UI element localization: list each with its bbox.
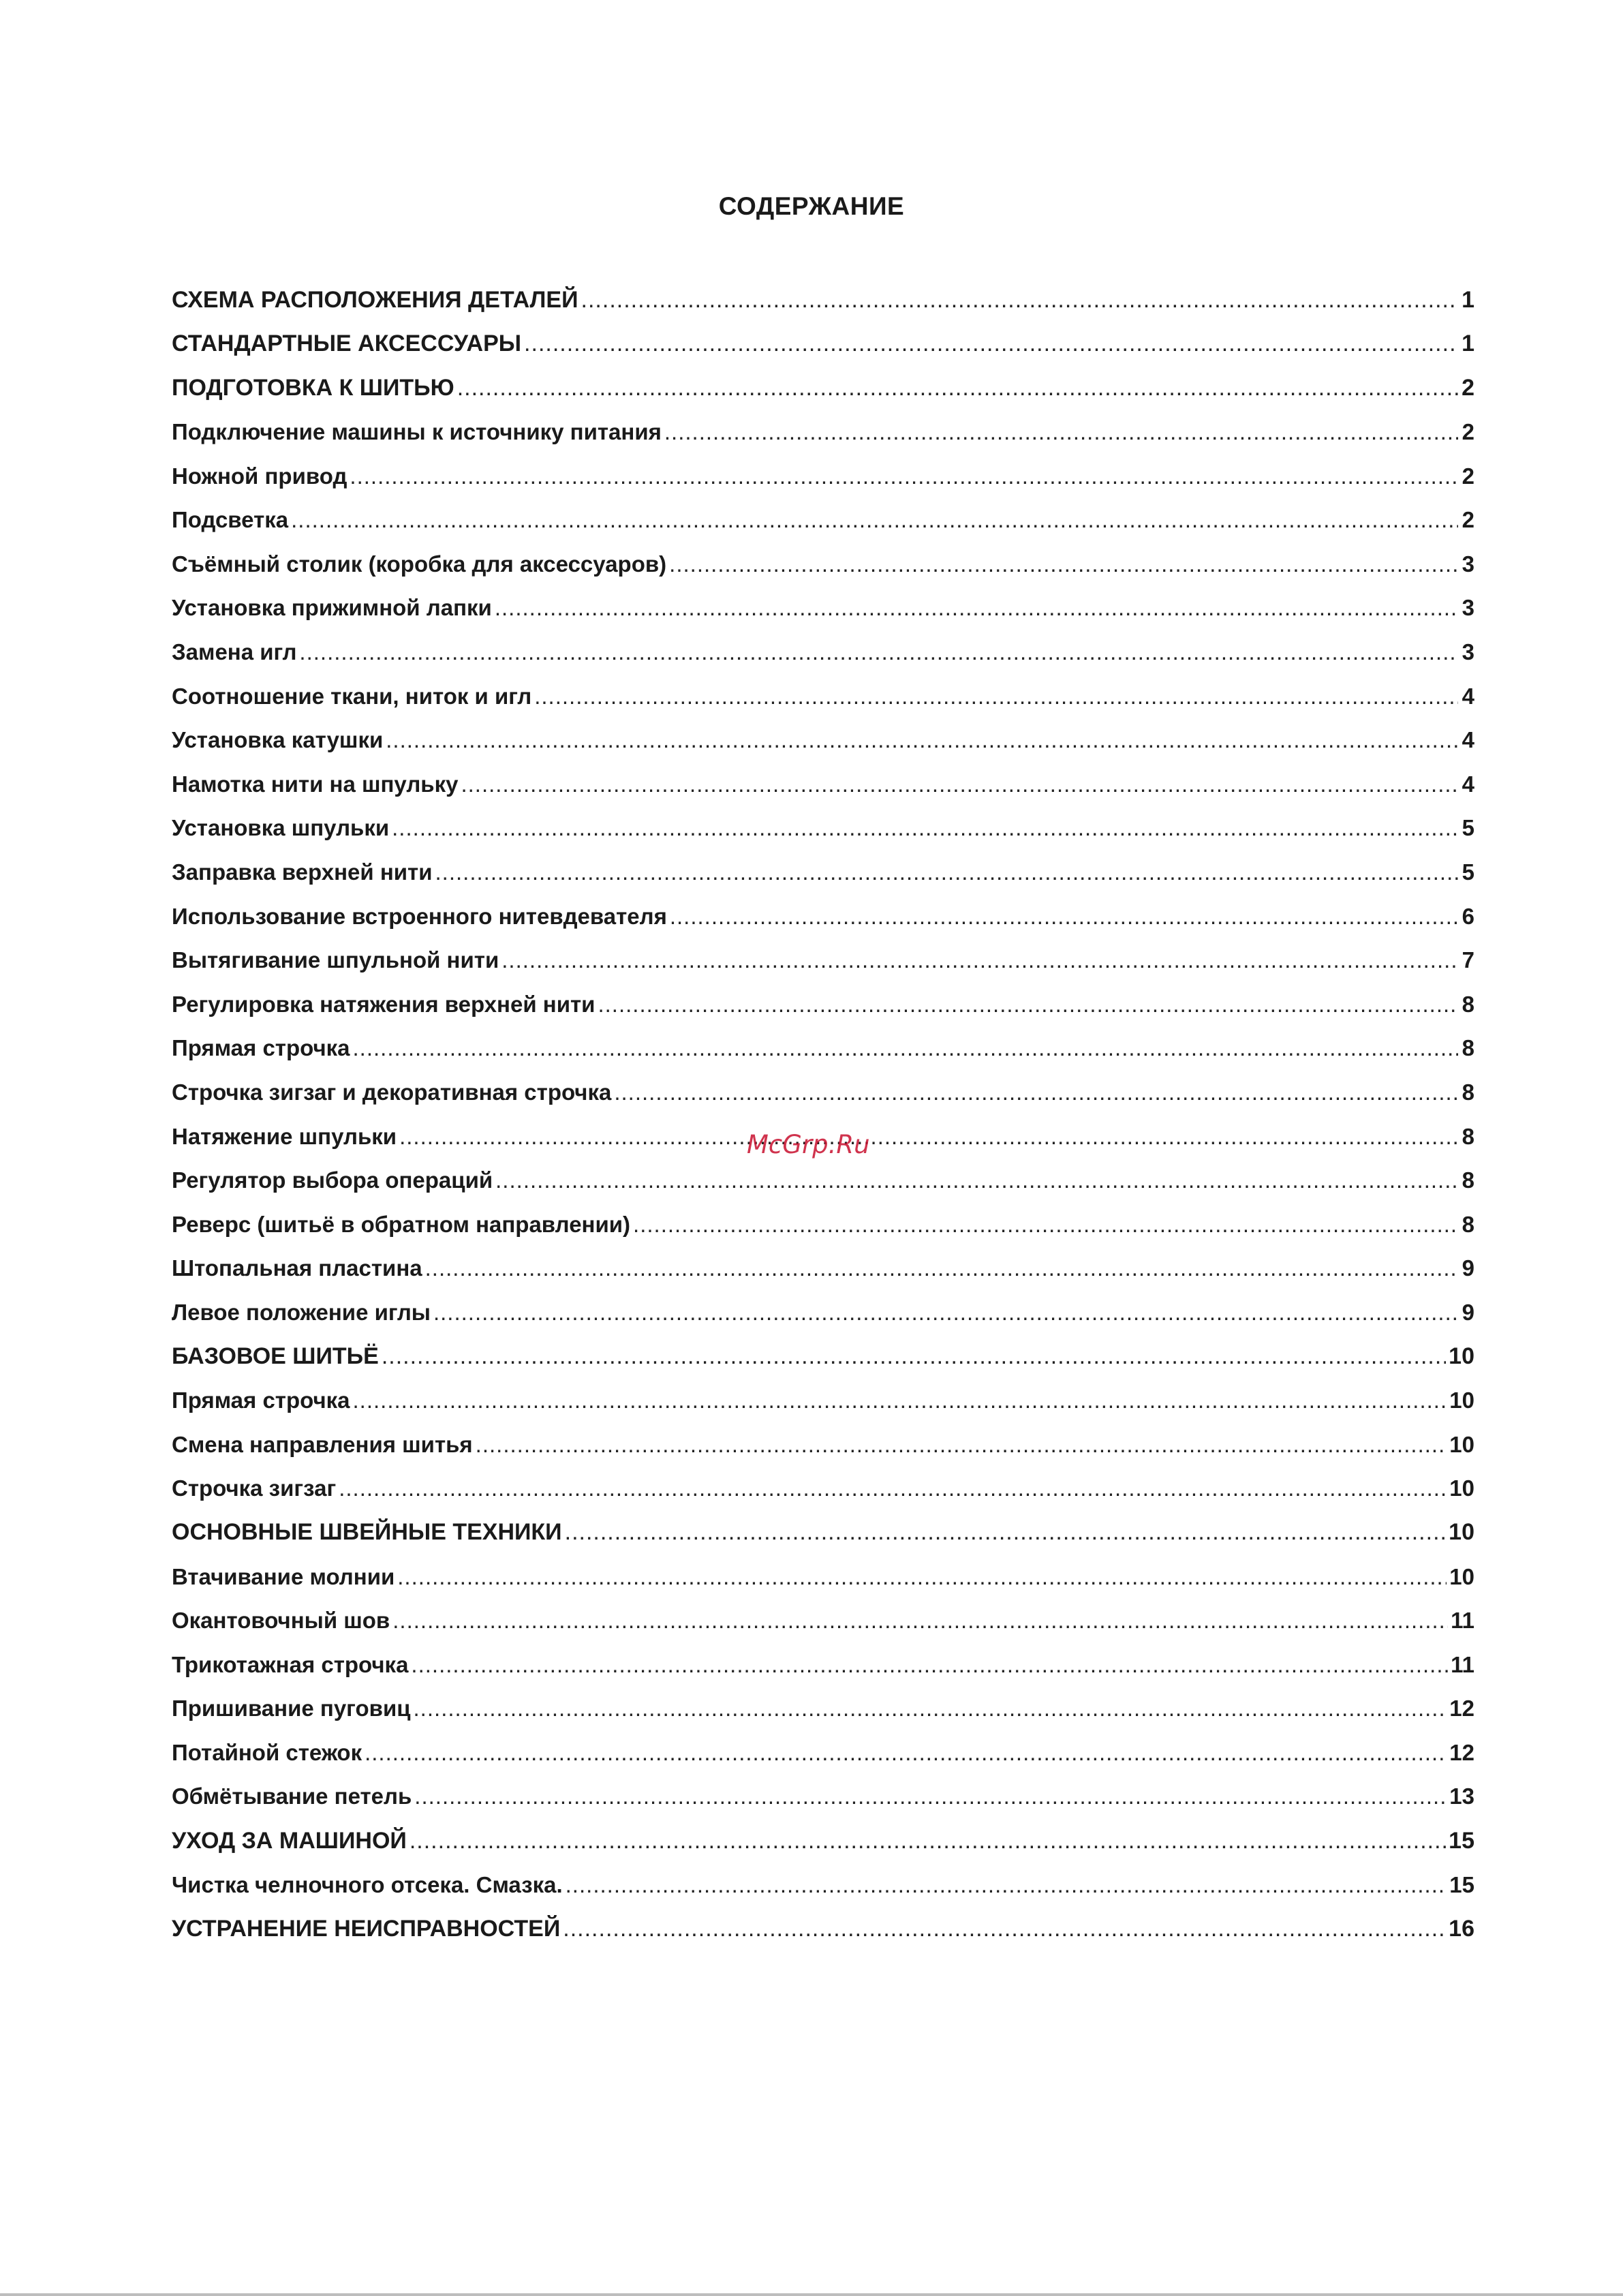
toc-page-number: 8: [1462, 991, 1474, 1017]
toc-entry-label: Съёмный столик (коробка для аксессуаров): [172, 551, 667, 577]
dot-leader: [633, 1212, 1458, 1238]
toc-page-number: 13: [1449, 1784, 1474, 1809]
toc-section[interactable]: [172, 366, 1474, 410]
toc-page-number: 10: [1449, 1431, 1474, 1457]
toc-item[interactable]: [172, 410, 1474, 455]
toc-item[interactable]: [172, 851, 1474, 895]
toc-item[interactable]: [172, 1731, 1474, 1775]
toc-entry-label: Подсветка: [172, 507, 289, 533]
toc-page-number: 8: [1462, 1167, 1474, 1193]
toc-entry-label: Ножной привод: [172, 463, 347, 489]
toc-item[interactable]: [172, 1291, 1474, 1335]
dot-leader: [397, 1564, 1447, 1590]
toc-entry-label: Регулировка натяжения верхней нити: [172, 991, 596, 1017]
toc-item[interactable]: [172, 1642, 1474, 1687]
dot-leader: [386, 727, 1458, 753]
toc-entry-label: Пришивание пуговиц: [172, 1696, 411, 1721]
dot-leader: [299, 639, 1458, 665]
toc-page-number: 2: [1462, 374, 1474, 401]
toc-entry-label: Установка шпульки: [172, 815, 390, 841]
toc-page-number: 8: [1462, 1211, 1474, 1237]
toc-entry-label: СХЕМА РАСПОЛОЖЕНИЯ ДЕТАЛЕЙ: [172, 286, 578, 313]
toc-entry-label: Натяжение шпульки: [172, 1123, 397, 1149]
toc-entry-label: Установка прижимной лапки: [172, 595, 492, 621]
toc-page-number: 3: [1462, 639, 1474, 665]
toc-entry-label: Прямая строчка: [172, 1388, 350, 1413]
toc-item[interactable]: [172, 1422, 1474, 1467]
toc-entry-label: Прямая строчка: [172, 1035, 350, 1061]
toc-item[interactable]: [172, 1599, 1474, 1643]
dot-leader: [669, 551, 1458, 577]
toc-item[interactable]: [172, 1863, 1474, 1907]
toc-item[interactable]: [172, 983, 1474, 1027]
toc-page-number: 10: [1449, 1388, 1474, 1413]
toc-entry-label: Чистка челночного отсека. Смазка.: [172, 1871, 563, 1897]
toc-item[interactable]: [172, 1026, 1474, 1071]
dot-leader: [353, 1388, 1447, 1413]
dot-leader: [461, 771, 1458, 797]
toc-entry-label: Строчка зигзаг: [172, 1475, 337, 1501]
toc-page-number: 5: [1462, 815, 1474, 841]
dot-leader: [425, 1255, 1458, 1281]
toc-page-number: 15: [1449, 1871, 1474, 1897]
toc-page-number: 6: [1462, 903, 1474, 929]
toc-item[interactable]: [172, 1202, 1474, 1246]
toc-page-number: 4: [1462, 727, 1474, 753]
toc-section[interactable]: [172, 322, 1474, 367]
table-of-contents: [172, 278, 1474, 1951]
toc-item[interactable]: [172, 542, 1474, 587]
toc-entry-label: ОСНОВНЫЕ ШВЕЙНЫЕ ТЕХНИКИ: [172, 1519, 562, 1546]
toc-page-number: 8: [1462, 1035, 1474, 1061]
toc-page-number: 15: [1449, 1827, 1474, 1854]
toc-page-number: 9: [1462, 1299, 1474, 1325]
toc-entry-label: Окантовочный шов: [172, 1608, 390, 1634]
toc-page-number: 8: [1462, 1123, 1474, 1149]
toc-item[interactable]: [172, 630, 1474, 675]
toc-page-number: 1: [1462, 331, 1474, 357]
dot-leader: [382, 1343, 1446, 1370]
toc-entry-label: Соотношение ткани, ниток и игл: [172, 683, 532, 709]
toc-item[interactable]: [172, 894, 1474, 938]
dot-leader: [670, 904, 1458, 930]
toc-item[interactable]: [172, 806, 1474, 851]
toc-page-number: 11: [1451, 1608, 1474, 1634]
dot-leader: [409, 1828, 1446, 1854]
dot-leader: [476, 1432, 1447, 1458]
toc-page-number: 4: [1462, 771, 1474, 797]
toc-item[interactable]: [172, 1555, 1474, 1599]
toc-section[interactable]: [172, 1334, 1474, 1379]
toc-entry-label: Регулятор выбора операций: [172, 1167, 493, 1193]
toc-entry-label: Заправка верхней нити: [172, 859, 433, 885]
dot-leader: [495, 595, 1458, 621]
toc-page-number: 10: [1449, 1343, 1474, 1370]
toc-entry-label: СТАНДАРТНЫЕ АКСЕССУАРЫ: [172, 331, 522, 357]
dot-leader: [414, 1784, 1447, 1809]
toc-entry-label: Подключение машины к источнику питания: [172, 419, 662, 445]
dot-leader: [566, 1872, 1447, 1898]
dot-leader: [495, 1167, 1458, 1193]
toc-entry-label: Левое положение иглы: [172, 1299, 431, 1325]
dot-leader: [534, 684, 1458, 709]
dot-leader: [353, 1035, 1459, 1061]
dot-leader: [524, 331, 1458, 357]
toc-page-number: 11: [1451, 1651, 1474, 1677]
toc-entry-label: УХОД ЗА МАШИНОЙ: [172, 1827, 407, 1854]
toc-item[interactable]: [172, 586, 1474, 630]
toc-entry-label: Намотка нити на шпульку: [172, 771, 459, 797]
toc-page-number: 2: [1462, 507, 1474, 533]
toc-item[interactable]: [172, 1687, 1474, 1731]
toc-page-number: 3: [1462, 551, 1474, 577]
dot-leader: [411, 1652, 1448, 1678]
toc-entry-label: Смена направления шитья: [172, 1431, 473, 1457]
page-title: СОДЕРЖАНИЕ: [718, 192, 905, 220]
toc-entry-label: Потайной стежок: [172, 1739, 362, 1765]
toc-entry-label: Втачивание молнии: [172, 1563, 395, 1589]
dot-leader: [350, 463, 1458, 489]
toc-item[interactable]: [172, 1467, 1474, 1511]
toc-entry-label: Замена игл: [172, 639, 297, 665]
dot-leader: [365, 1740, 1447, 1766]
toc-item[interactable]: [172, 718, 1474, 763]
toc-page-number: 12: [1449, 1739, 1474, 1765]
toc-entry-label: Строчка зигзаг и декоративная строчка: [172, 1079, 612, 1105]
toc-entry-label: Обмётывание петель: [172, 1784, 412, 1809]
toc-page-number: 7: [1462, 947, 1474, 973]
toc-page-number: 2: [1462, 463, 1474, 489]
toc-section[interactable]: [172, 1907, 1474, 1951]
dot-leader: [565, 1519, 1447, 1546]
toc-item[interactable]: [172, 763, 1474, 807]
dot-leader: [581, 287, 1458, 313]
toc-item[interactable]: [172, 454, 1474, 498]
watermark: McGrp.Ru: [747, 1130, 870, 1159]
toc-page-number: 16: [1449, 1915, 1474, 1942]
toc-section[interactable]: [172, 1819, 1474, 1863]
toc-item[interactable]: [172, 1159, 1474, 1203]
toc-item[interactable]: [172, 1379, 1474, 1423]
toc-item[interactable]: [172, 674, 1474, 718]
toc-entry-label: Установка катушки: [172, 727, 384, 753]
toc-page-number: 2: [1462, 419, 1474, 445]
toc-page-number: 8: [1462, 1079, 1474, 1105]
toc-page-number: 1: [1462, 286, 1474, 313]
toc-page-number: 10: [1449, 1475, 1474, 1501]
dot-leader: [414, 1696, 1447, 1721]
toc-page-number: 10: [1449, 1519, 1474, 1546]
toc-page-number: 9: [1462, 1255, 1474, 1281]
dot-leader: [399, 1124, 1458, 1150]
toc-entry-label: УСТРАНЕНИЕ НЕИСПРАВНОСТЕЙ: [172, 1915, 561, 1942]
toc-page-number: 5: [1462, 859, 1474, 885]
toc-page-number: 4: [1462, 683, 1474, 709]
dot-leader: [392, 815, 1458, 841]
toc-item[interactable]: [172, 1071, 1474, 1115]
dot-leader: [339, 1475, 1447, 1501]
dot-leader: [433, 1300, 1458, 1326]
dot-leader: [664, 419, 1458, 445]
toc-page-number: 3: [1462, 595, 1474, 621]
toc-item[interactable]: [172, 498, 1474, 542]
toc-entry-label: Реверс (шитьё в обратном направлении): [172, 1211, 631, 1237]
dot-leader: [392, 1608, 1448, 1634]
page-bottom-divider: [0, 2293, 1623, 2296]
dot-leader: [563, 1916, 1446, 1942]
dot-leader: [614, 1080, 1458, 1105]
toc-item[interactable]: [172, 1775, 1474, 1819]
toc-item[interactable]: [172, 938, 1474, 983]
toc-item[interactable]: [172, 1246, 1474, 1291]
toc-entry-label: Вытягивание шпульной нити: [172, 947, 499, 973]
dot-leader: [501, 947, 1458, 973]
dot-leader: [598, 992, 1458, 1017]
dot-leader: [291, 507, 1458, 533]
toc-section[interactable]: [172, 278, 1474, 322]
toc-entry-label: БАЗОВОЕ ШИТЬЁ: [172, 1343, 379, 1370]
dot-leader: [457, 375, 1458, 401]
toc-page-number: 12: [1449, 1696, 1474, 1721]
toc-entry-label: Трикотажная строчка: [172, 1651, 409, 1677]
toc-page-number: 10: [1449, 1563, 1474, 1589]
dot-leader: [435, 859, 1458, 885]
toc-entry-label: ПОДГОТОВКА К ШИТЬЮ: [172, 374, 454, 401]
toc-section[interactable]: [172, 1511, 1474, 1555]
toc-entry-label: Использование встроенного нитевдевателя: [172, 903, 667, 929]
toc-entry-label: Штопальная пластина: [172, 1255, 422, 1281]
